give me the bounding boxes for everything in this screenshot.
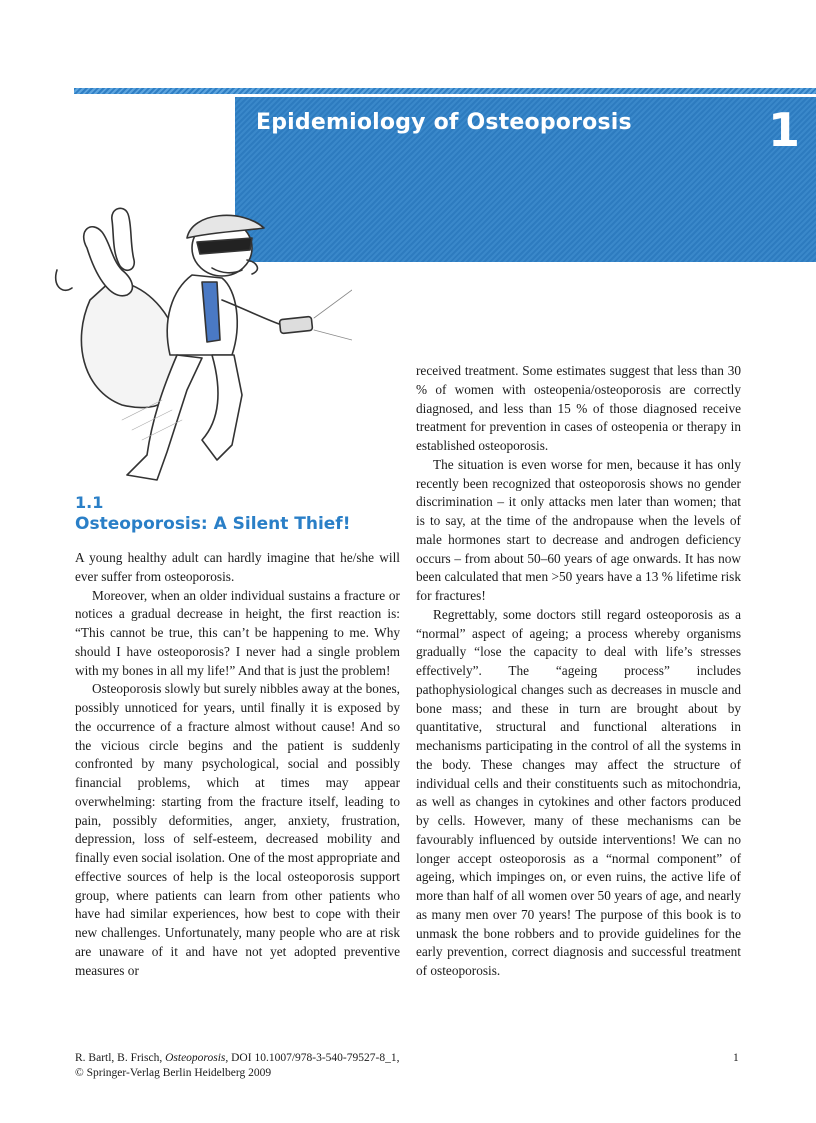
left-text-column [75,549,400,980]
chapter-number: 1 [768,103,801,157]
section-title: Osteoporosis: A Silent Thief! [75,514,351,534]
chapter-title: Epidemiology of Osteoporosis [256,110,632,135]
section-number: 1.1 [75,493,104,512]
top-rule [74,88,816,94]
paragraph: A young healthy adult can hardly imagine that he/she will ever suffer from osteoporosis. [75,550,400,584]
footer-doi: DOI 10.1007/978-3-540-79527-8_1, [231,1052,400,1064]
paragraph: received treatment. Some estimates suggest that less than 30 % of women with osteopenia/osteoporosis are correctly diagnosed, and less than 15 % of those diagnosed receive treatment for prevention in cases of osteopenia or therapy in established osteoporosis. [416,363,741,453]
footer-book-title: Osteoporosis, [165,1052,229,1064]
page-number: 1 [733,1052,739,1064]
right-text-column [416,362,741,981]
footer-authors: R. Bartl, B. Frisch, [75,1052,163,1064]
leg-shape [202,355,242,460]
paragraph: Regrettably, some doctors still regard osteoporosis as a “normal” aspect of ageing; a process whereby organisms gradually “lose the capacity to deal with life’s stresses effectively”. The “ageing process” includes pathophysiological changes such as decreases in muscle and bone mass; and these in turn are brought about by quantitative, structural and functional alterations in mechanisms participating in the control of all the systems in the body. These changes may affect the structure of individual cells and their constituents such as mitochondria, as well as changes in cytokines and other factors produced by cells. However, many of these mechanisms can be favourably influenced by outside interventions! We can no longer accept osteoporosis as a “normal component” of ageing, which impinges on, or even ruins, the active life of more than half of all women over 50 years of age, and nearly as many men over 70 years! The purpose of this book is to unmask the bone robbers and to provide guidelines for the early prevention, correct diagnosis and successful treatment of osteoporosis. [416,606,741,978]
burglar-illustration [52,190,352,490]
paragraph: The situation is even worse for men, because it has only recently been recognized that osteoporosis shows no gender discrimination – it only attacks men later than women; that is to say, at the time of the andropause when the levels of male hormones start to decrease and androgen deficiency occurs – from about 50–60 years of age onwards. It has now been calculated that men >50 years have a 13 % lifetime risk for fractures! [416,456,741,603]
paragraph: Moreover, when an older individual sustains a fracture or notices a gradual decrease in height, the first reaction is: “This cannot be true, this can’t be happening to me. Why should I have osteoporosis? I never had a single problem with my bones in all my life!” And that is just the problem! [75,587,400,678]
flashlight-icon [279,316,312,333]
paragraph: Osteoporosis slowly but surely nibbles away at the bones, possibly unnoticed for years, until finally it is exposed by the occurrence of a fracture almost without cause! And so the vicious circle begins and the patient is suddenly confronted by many psychological, social and possibly financial problems, which at times may appear overwhelming: starting from the fracture itself, leading to pain, possibly deformities, anger, anxiety, frustration, depression, loss of self-esteem, decreased mobility and finally even social isolation. One of the most appropriate and effective sources of help is the local osteoporosis support group, where patients can learn from other patients who have had similar experiences, how best to cope with their new challenges. Unfortunately, many people who are at risk are unaware of it and have not yet adopted preventive measures or [75,681,400,978]
footer-citation [75,1051,399,1081]
footer-copyright: © Springer-Verlag Berlin Heidelberg 2009 [75,1067,272,1079]
